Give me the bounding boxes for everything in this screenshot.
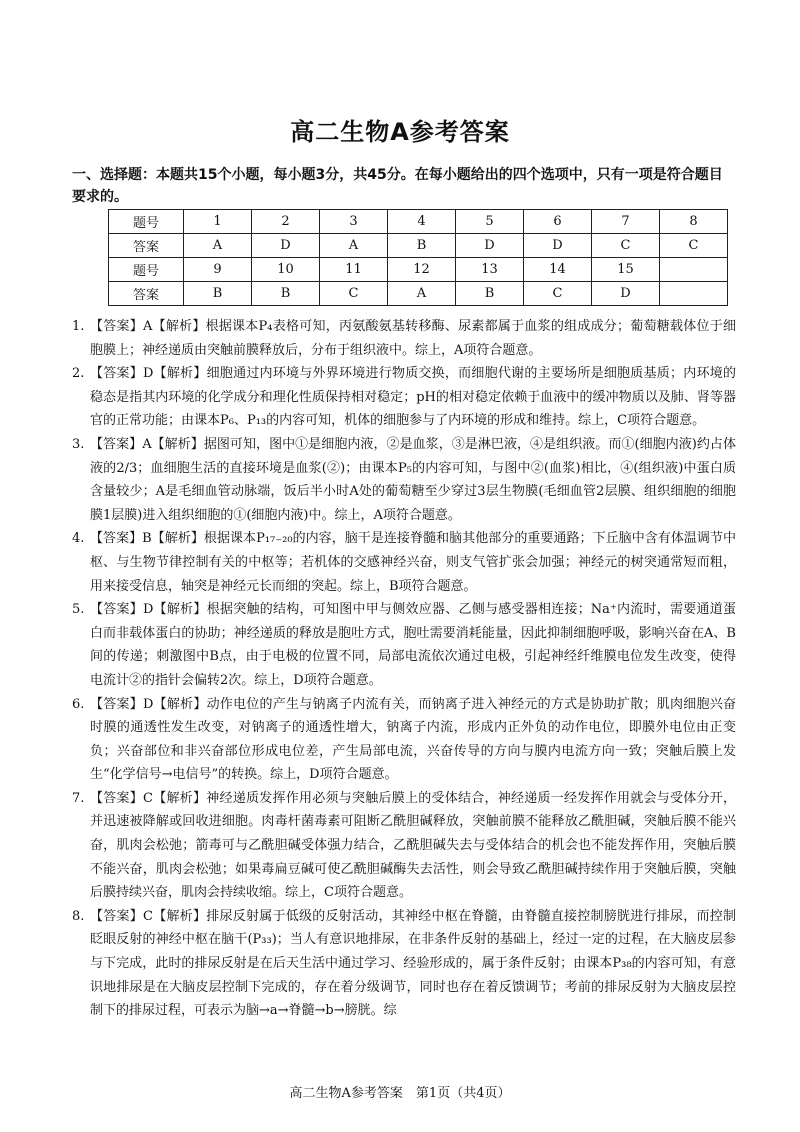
table-row-header: 题号 [109,210,184,234]
table-cell [660,258,728,282]
table-cell: C [592,234,660,258]
explanation-item [72,693,736,787]
table-cell [660,282,728,306]
item-text: 【答案】D【解析】细胞通过内环境与外界环境进行物质交换，而细胞代谢的主要场所是细胞质基质；内环境的稳态是指其内环境的化学成分和理化性质保持相对稳定；pH的相对稳定依赖于血液中的缓冲物质以及肺、肾等器官的正常功能；由课本P₆、P₁₃的内容可知，机体的细胞参与了内环境的形成和维持。综上，C项符合题意。 [90,366,736,429]
explanation-item [72,905,736,1023]
table-row [109,210,728,234]
table-cell: D [524,234,592,258]
table-cell: 6 [524,210,592,234]
explanation-item [72,315,736,362]
explanation-item [72,598,736,692]
explanation-item [72,362,736,433]
table-cell: 15 [592,258,660,282]
item-number: 7. [72,790,85,806]
table-cell: B [456,282,524,306]
table-row [109,282,728,306]
table-cell: 3 [320,210,388,234]
item-number: 3. [72,436,85,452]
table-row-header: 答案 [109,234,184,258]
table-cell: C [660,234,728,258]
table-cell: 14 [524,258,592,282]
table-row-header: 题号 [109,258,184,282]
table-cell: B [252,282,320,306]
item-text: 【答案】C【解析】神经递质发挥作用必须与突触后膜上的受体结合，神经递质一经发挥作用就会与受体分开，并迅速被降解或回收进细胞。肉毒杆菌毒素可阻断乙酰胆碱释放，突触前膜不能释放乙酰胆碱，突触后膜不能兴奋，肌肉会松弛；箭毒可与乙酰胆碱受体强力结合，乙酰胆碱失去与受体结合的机会也不能发挥作用，突触后膜不能兴奋，肌肉会松弛；如果毒扁豆碱可使乙酰胆碱酶失去活性，则会导致乙酰胆碱持续作用于突触后膜，突触后膜持续兴奋，肌肉会持续收缩。综上，C项符合题意。 [90,790,736,901]
item-text: 【答案】D【解析】根据突触的结构，可知图中甲与侧效应器、乙侧与感受器相连接；Na⁺内流时，需要通道蛋白而非载体蛋白的协助；神经递质的释放是胞吐方式，胞吐需要消耗能量，因此抑制细胞呼吸，影响兴奋在A、B间的传递；刺激图中B点，由于电极的位置不同，局部电流依次通过电极，引起神经纤维膜电位发生改变，使得电流计②的指针会偏转2次。综上，D项符合题意。 [90,602,736,688]
table-cell: D [456,234,524,258]
table-row [109,234,728,258]
explanation-item [72,433,736,527]
table-cell: D [592,282,660,306]
table-row [109,258,728,282]
explanation-list [72,315,736,1023]
table-cell: 5 [456,210,524,234]
page-title: 高二生物A参考答案 [290,118,510,146]
table-cell: A [184,234,252,258]
table-cell: 4 [388,210,456,234]
item-number: 1. [72,319,85,334]
item-number: 4. [72,531,85,547]
table-cell: C [320,282,388,306]
table-cell: D [252,234,320,258]
table-cell: C [524,282,592,306]
item-text: 【答案】A【解析】据图可知，图中①是细胞内液，②是血浆，③是淋巴液，④是组织液。而①(细胞内液)约占体液的2/3；血细胞生活的直接环境是血浆(②)；由课本P₅的内容可知，与图中②(血浆)相比，④(组织液)中蛋白质含量较少；A是毛细血管动脉端，饭后半小时A处的葡萄糖至少穿过3层生物膜(毛细血管2层膜、组织细胞的细胞膜1层膜)进入组织细胞的①(细胞内液)中。综上，A项符合题意。 [90,436,736,523]
explanation-item [72,787,736,905]
table-cell: B [184,282,252,306]
table-cell: B [388,234,456,258]
table-cell: 8 [660,210,728,234]
item-text: 【答案】B【解析】根据课本P₁₇₋₂₀的内容，脑干是连接脊髓和脑其他部分的重要通路；下丘脑中含有体温调节中枢、与生物节律控制有关的中枢等；若机体的交感神经兴奋，则支气管扩张会加强；神经元的树突通常短而粗，用来接受信息，轴突是神经元长而细的突起。综上，B项符合题意。 [90,531,736,594]
item-text: 【答案】D【解析】动作电位的产生与钠离子内流有关，而钠离子进入神经元的方式是协助扩散；肌肉细胞兴奋时膜的通透性发生改变，对钠离子的通透性增大，钠离子内流，形成内正外负的动作电位，即膜外电位由正变负；兴奋部位和非兴奋部位形成电位差，产生局部电流，兴奋传导的方向与膜内电流方向一致；突触后膜上发生“化学信号→电信号”的转换。综上，D项符合题意。 [90,696,736,783]
table-cell: A [388,282,456,306]
section-heading: 一、选择题：本题共15个小题，每小题3分，共45分。在每小题给出的四个选项中，只有一项是符合题目要求的。 [72,167,723,205]
table-cell: 9 [184,258,252,282]
answer-table [108,209,728,306]
item-number: 5. [72,602,85,618]
table-cell: 1 [184,210,252,234]
table-cell: 7 [592,210,660,234]
table-cell: A [320,234,388,258]
item-number: 6. [72,696,85,712]
table-cell: 13 [456,258,524,282]
table-cell: 12 [388,258,456,282]
item-text: 【答案】A【解析】根据课本P₄表格可知，丙氨酸氨基转移酶、尿素都属于血浆的组成成分；葡萄糖载体位于细胞膜上；神经递质由突触前膜释放后，分布于组织液中。综上，A项符合题意。 [90,319,736,358]
table-row-header: 答案 [109,282,184,306]
page-footer: 高二生物A参考答案 第1页（共4页） [289,1086,511,1101]
table-cell: 2 [252,210,320,234]
item-number: 2. [72,366,85,382]
explanation-item [72,527,736,598]
item-text: 【答案】C【解析】排尿反射属于低级的反射活动，其神经中枢在脊髓，由脊髓直接控制膀胱进行排尿，而控制眨眼反射的神经中枢在脑干(P₃₃)；当人有意识地排尿，在非条件反射的基础上，经过一定的过程，在大脑皮层参与下完成，此时的排尿反射是在后天生活中通过学习、经验形成的，属于条件反射；由课本P₃₈的内容可知，有意识地排尿是在大脑皮层控制下完成的，存在着分级调节，同时也存在着反馈调节；考前的排尿反射为大脑皮层控制下的排尿过程，可表示为脑→a→脊髓→b→膀胱。综 [90,908,736,1019]
table-cell: 10 [252,258,320,282]
item-number: 8. [72,908,85,924]
table-cell: 11 [320,258,388,282]
